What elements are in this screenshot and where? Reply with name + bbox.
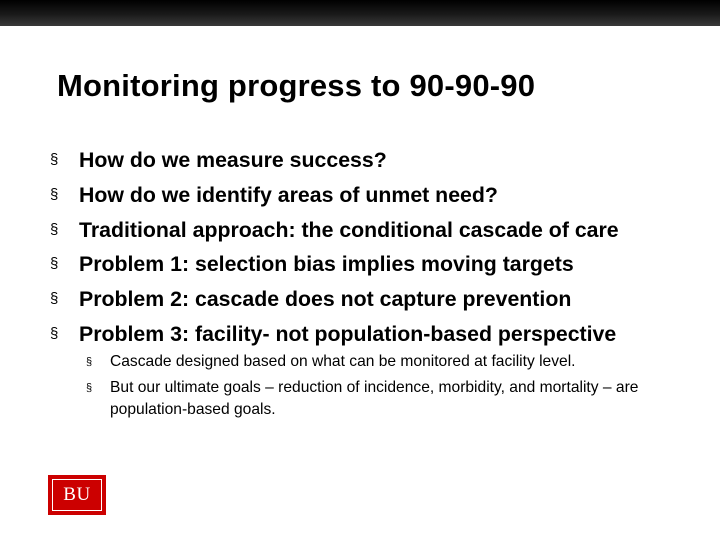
- bullet-text: How do we identify areas of unmet need?: [79, 182, 498, 207]
- slide-title: Monitoring progress to 90-90-90: [57, 68, 536, 103]
- bullet-marker-icon: §: [50, 290, 59, 308]
- bullet-item: [50, 147, 710, 182]
- bullet-marker-icon: §: [50, 220, 59, 238]
- bullet-marker-icon: §: [50, 324, 59, 342]
- bullet-marker-icon: §: [50, 151, 59, 168]
- bullet-item: [50, 217, 710, 252]
- top-bar: [0, 0, 720, 26]
- bullet-text: Problem 2: cascade does not capture prevention: [79, 287, 572, 312]
- bullet-text: Problem 1: selection bias implies moving targets: [79, 252, 574, 277]
- bullet-item: [50, 286, 710, 321]
- sub-bullet-marker-icon: §: [86, 356, 93, 368]
- bullet-marker-icon: §: [50, 255, 59, 273]
- sub-bullet-item: [86, 377, 706, 421]
- bullet-text: Traditional approach: the conditional cascade of care: [79, 217, 619, 242]
- bu-logo: [48, 475, 106, 515]
- sub-bullet-marker-icon: §: [86, 382, 93, 394]
- bu-logo-text: BU: [52, 479, 102, 511]
- bullet-item: [50, 251, 710, 286]
- sub-bullet-list: [86, 351, 706, 425]
- bullet-list: [50, 147, 710, 356]
- sub-bullet-text: But our ultimate goals – reduction of incidence, morbidity, and mortality – are population-based goals.: [110, 379, 639, 418]
- bullet-text: Problem 3: facility- not population-based perspective: [79, 321, 617, 346]
- bullet-text: How do we measure success?: [79, 148, 387, 172]
- bullet-item: [50, 182, 710, 217]
- sub-bullet-item: [86, 351, 706, 373]
- bullet-marker-icon: §: [50, 185, 59, 203]
- sub-bullet-text: Cascade designed based on what can be monitored at facility level.: [110, 353, 576, 370]
